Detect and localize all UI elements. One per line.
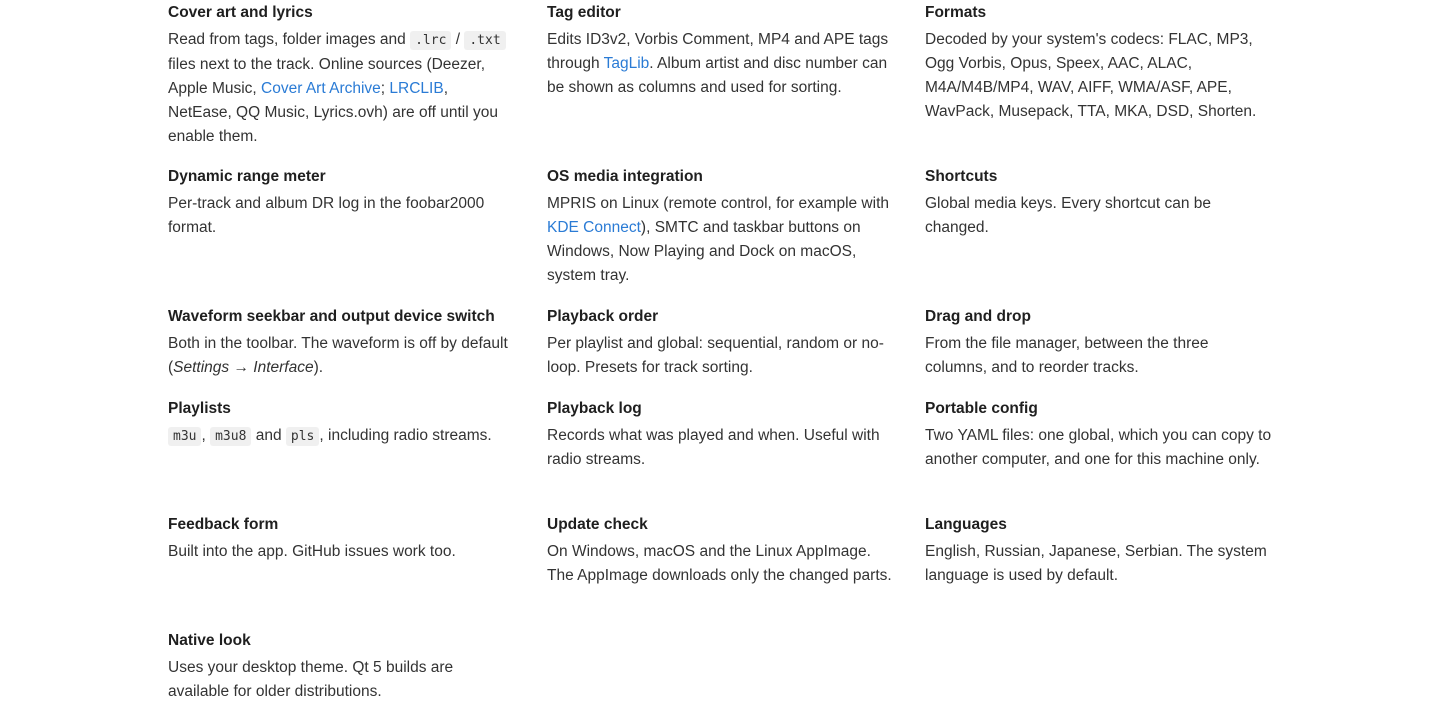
feature-description: Uses your desktop theme. Qt 5 builds are available for older distributions. [168, 659, 454, 700]
m3u8-format-code: m3u8 [210, 427, 251, 446]
feature-description: Records what was played and when. Useful with radio streams. [547, 427, 880, 468]
lrc-extension-code: .lrc [410, 31, 451, 50]
feature-description: On Windows, macOS and the Linux AppImage. The AppImage downloads only the changed parts. [547, 543, 892, 584]
taglib-link[interactable]: TagLib [603, 55, 650, 72]
feature-drag-and-drop [925, 306, 1273, 380]
cover-art-archive-link[interactable]: Cover Art Archive [261, 80, 381, 97]
feature-title: Shortcuts [925, 168, 998, 185]
feature-playback-order [547, 306, 895, 380]
feature-title: Dynamic range meter [168, 168, 326, 185]
feature-title: OS media integration [547, 168, 703, 185]
pls-format-code: pls [286, 427, 319, 446]
feature-cover-art-and-lyrics [168, 2, 516, 149]
feature-playlists [168, 398, 516, 449]
feature-languages [925, 514, 1273, 588]
feature-description: Built into the app. GitHub issues work too. [168, 543, 456, 560]
feature-shortcuts [925, 166, 1273, 240]
feature-dynamic-range-meter [168, 166, 516, 240]
feature-description: Per playlist and global: sequential, random or no-loop. Presets for track sorting. [547, 335, 884, 376]
feature-title: Tag editor [547, 4, 621, 21]
feature-description: From the file manager, between the three columns, and to reorder tracks. [925, 335, 1209, 376]
feature-title: Update check [547, 516, 648, 533]
feature-title: Portable config [925, 400, 1038, 417]
feature-os-media-integration [547, 166, 895, 288]
txt-extension-code: .txt [464, 31, 505, 50]
feature-title: Waveform seekbar and output device switch [168, 308, 495, 325]
kde-connect-link[interactable]: KDE Connect [547, 219, 641, 236]
feature-description: Two YAML files: one global, which you can copy to another computer, and one for this machine only. [925, 427, 1272, 468]
feature-portable-config [925, 398, 1273, 472]
lrclib-link[interactable]: LRCLIB [389, 80, 444, 97]
feature-description: m3u , m3u8 and pls , including radio streams. [168, 424, 516, 449]
m3u-format-code: m3u [168, 427, 201, 446]
feature-formats [925, 2, 1273, 124]
feature-description: Decoded by your system's codecs: FLAC, MP3, Ogg Vorbis, Opus, Speex, AAC, ALAC, M4A/M4B/MP4, WAV, AIFF, WMA/ASF, APE, WavPack, Musepack, TTA, MKA, DSD, Shorten. [925, 31, 1257, 120]
feature-title: Feedback form [168, 516, 279, 533]
feature-description: English, Russian, Japanese, Serbian. The system language is used by default. [925, 543, 1267, 584]
feature-title: Playback order [547, 308, 659, 325]
feature-title: Formats [925, 4, 987, 21]
settings-path: Settings → Interface [173, 359, 314, 376]
feature-title: Playback log [547, 400, 642, 417]
feature-playback-log [547, 398, 895, 472]
feature-tag-editor [547, 2, 895, 100]
feature-waveform-seekbar [168, 306, 516, 380]
feature-description: Per-track and album DR log in the foobar2000 format. [168, 195, 485, 236]
feature-feedback-form [168, 514, 516, 564]
feature-title: Cover art and lyrics [168, 4, 313, 21]
feature-description: MPRIS on Linux (remote control, for example with KDE Connect), SMTC and taskbar buttons on Windows, Now Playing and Dock on macOS, system tray. [547, 195, 889, 284]
feature-title: Native look [168, 632, 251, 649]
feature-title: Languages [925, 516, 1007, 533]
feature-title: Playlists [168, 400, 231, 417]
feature-update-check [547, 514, 895, 588]
feature-native-look [168, 630, 516, 704]
feature-description: Read from tags, folder images and .lrc / .txt files next to the track. Online sources (Deezer, Apple Music, Cover Art Archive; LRCLIB, NetEase, QQ Music, Lyrics.ovh) are off until you enable them. [168, 28, 516, 149]
feature-description: Edits ID3v2, Vorbis Comment, MP4 and APE tags through TagLib. Album artist and disc number can be shown as columns and used for sorting. [547, 31, 889, 96]
feature-description: Both in the toolbar. The waveform is off by default (Settings → Interface). [168, 335, 508, 376]
feature-title: Drag and drop [925, 308, 1031, 325]
feature-description: Global media keys. Every shortcut can be changed. [925, 195, 1212, 236]
